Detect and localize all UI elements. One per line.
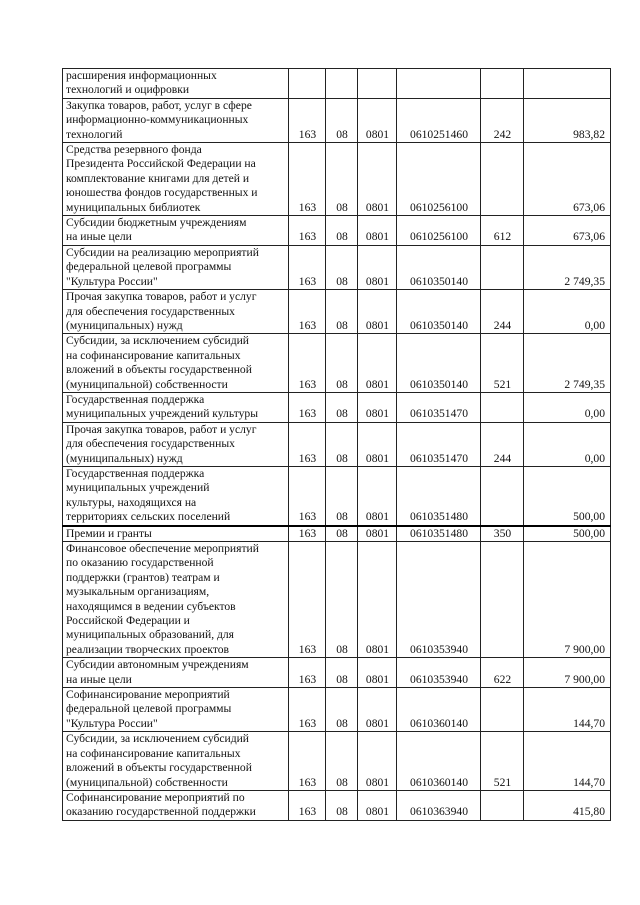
cell-target-article: 0610351470: [397, 392, 481, 422]
table-row: [63, 526, 611, 542]
cell-subsection-code: 0801: [358, 542, 397, 658]
table-row: [63, 290, 611, 334]
cell-subsection-code: 0801: [358, 688, 397, 732]
cell-section-code: 08: [326, 290, 358, 334]
cell-department-code: 163: [289, 542, 326, 658]
cell-description: Субсидии автономным учреждениям на иные цели: [63, 658, 289, 688]
cell-target-article: 0610350140: [397, 334, 481, 393]
cell-department-code: 163: [289, 98, 326, 142]
cell-target-article: 0610351480: [397, 526, 481, 542]
cell-amount: 2 749,35: [524, 334, 611, 393]
cell-subsection-code: 0801: [358, 790, 397, 820]
cell-description: Субсидии, за исключением субсидий на софинансирование капитальных вложений в объекты государственной (муниципальной) собственности: [63, 732, 289, 791]
cell-target-article: 0610360140: [397, 732, 481, 791]
cell-description: расширения информационных технологий и оцифровки: [63, 69, 289, 99]
cell-department-code: 163: [289, 526, 326, 542]
table-row: [63, 98, 611, 142]
cell-section-code: 08: [326, 98, 358, 142]
cell-section-code: 08: [326, 245, 358, 289]
cell-expense-type: 521: [481, 334, 524, 393]
cell-subsection-code: 0801: [358, 98, 397, 142]
cell-department-code: 163: [289, 216, 326, 246]
cell-description: Софинансирование мероприятий по оказанию государственной поддержки: [63, 790, 289, 820]
cell-amount: 673,06: [524, 143, 611, 216]
table-row: [63, 334, 611, 393]
cell-description: Субсидии на реализацию мероприятий федеральной целевой программы "Культура России": [63, 245, 289, 289]
cell-description: Премии и гранты: [63, 526, 289, 542]
cell-description: Финансовое обеспечение мероприятий по оказанию государственной поддержки (грантов) театрам и музыкальным организациям, находящимся в ведении субъектов Российской Федерации и муниципальных образований, для реализации творческих проектов: [63, 542, 289, 658]
cell-target-article: 0610360140: [397, 688, 481, 732]
cell-subsection-code: 0801: [358, 392, 397, 422]
table-row: [63, 466, 611, 525]
table-row: [63, 143, 611, 216]
cell-amount: 673,06: [524, 216, 611, 246]
cell-expense-type: [481, 245, 524, 289]
table-row: [63, 542, 611, 658]
cell-department-code: 163: [289, 334, 326, 393]
cell-target-article: 0610256100: [397, 143, 481, 216]
cell-expense-type: [481, 542, 524, 658]
table-row: [63, 658, 611, 688]
cell-amount: 500,00: [524, 526, 611, 542]
cell-description: Закупка товаров, работ, услуг в сфере информационно-коммуникационных технологий: [63, 98, 289, 142]
cell-expense-type: 521: [481, 732, 524, 791]
cell-expense-type: 244: [481, 422, 524, 466]
cell-section-code: 08: [326, 392, 358, 422]
cell-expense-type: [481, 392, 524, 422]
cell-department-code: 163: [289, 658, 326, 688]
cell-section-code: 08: [326, 143, 358, 216]
cell-section-code: 08: [326, 542, 358, 658]
cell-department-code: 163: [289, 392, 326, 422]
cell-amount: 983,82: [524, 98, 611, 142]
cell-target-article: 0610256100: [397, 216, 481, 246]
cell-target-article: 0610363940: [397, 790, 481, 820]
cell-subsection-code: 0801: [358, 526, 397, 542]
cell-target-article: 0610251460: [397, 98, 481, 142]
cell-section-code: 08: [326, 466, 358, 525]
cell-department-code: 163: [289, 790, 326, 820]
cell-subsection-code: 0801: [358, 422, 397, 466]
table-row: [63, 688, 611, 732]
cell-amount: 415,80: [524, 790, 611, 820]
cell-amount: 0,00: [524, 290, 611, 334]
cell-target-article: 0610350140: [397, 245, 481, 289]
cell-expense-type: 244: [481, 290, 524, 334]
cell-description: Софинансирование мероприятий федеральной целевой программы "Культура России": [63, 688, 289, 732]
cell-expense-type: 612: [481, 216, 524, 246]
cell-expense-type: [481, 69, 524, 99]
cell-subsection-code: 0801: [358, 143, 397, 216]
cell-target-article: 0610350140: [397, 290, 481, 334]
cell-amount: 7 900,00: [524, 542, 611, 658]
cell-section-code: [326, 69, 358, 99]
cell-target-article: 0610351480: [397, 466, 481, 525]
table-row: [63, 216, 611, 246]
cell-section-code: 08: [326, 688, 358, 732]
cell-description: Прочая закупка товаров, работ и услуг для обеспечения государственных (муниципальных) нужд: [63, 290, 289, 334]
budget-table: [62, 68, 611, 821]
cell-department-code: 163: [289, 466, 326, 525]
cell-description: Субсидии бюджетным учреждениям на иные цели: [63, 216, 289, 246]
cell-amount: 0,00: [524, 422, 611, 466]
cell-subsection-code: 0801: [358, 732, 397, 791]
cell-expense-type: 622: [481, 658, 524, 688]
cell-expense-type: 350: [481, 526, 524, 542]
cell-amount: 7 900,00: [524, 658, 611, 688]
cell-section-code: 08: [326, 334, 358, 393]
cell-subsection-code: 0801: [358, 334, 397, 393]
cell-amount: 500,00: [524, 466, 611, 525]
cell-amount: 2 749,35: [524, 245, 611, 289]
cell-expense-type: [481, 466, 524, 525]
cell-subsection-code: [358, 69, 397, 99]
table-row: [63, 422, 611, 466]
cell-target-article: 0610353940: [397, 542, 481, 658]
cell-amount: [524, 69, 611, 99]
cell-section-code: 08: [326, 790, 358, 820]
cell-amount: 0,00: [524, 392, 611, 422]
cell-subsection-code: 0801: [358, 658, 397, 688]
table-body: [63, 69, 611, 821]
cell-expense-type: [481, 143, 524, 216]
cell-subsection-code: 0801: [358, 290, 397, 334]
cell-expense-type: 242: [481, 98, 524, 142]
cell-section-code: 08: [326, 422, 358, 466]
cell-description: Государственная поддержка муниципальных учреждений культуры: [63, 392, 289, 422]
cell-description: Государственная поддержка муниципальных учреждений культуры, находящихся на территориях сельских поселений: [63, 466, 289, 525]
cell-section-code: 08: [326, 658, 358, 688]
cell-section-code: 08: [326, 732, 358, 791]
cell-amount: 144,70: [524, 732, 611, 791]
cell-expense-type: [481, 790, 524, 820]
cell-department-code: 163: [289, 143, 326, 216]
cell-amount: 144,70: [524, 688, 611, 732]
cell-subsection-code: 0801: [358, 216, 397, 246]
cell-department-code: 163: [289, 422, 326, 466]
cell-description: Прочая закупка товаров, работ и услуг для обеспечения государственных (муниципальных) нужд: [63, 422, 289, 466]
table-row: [63, 245, 611, 289]
table-row: [63, 392, 611, 422]
cell-target-article: 0610351470: [397, 422, 481, 466]
cell-department-code: [289, 69, 326, 99]
cell-target-article: 0610353940: [397, 658, 481, 688]
cell-subsection-code: 0801: [358, 466, 397, 525]
cell-department-code: 163: [289, 245, 326, 289]
cell-department-code: 163: [289, 732, 326, 791]
cell-department-code: 163: [289, 290, 326, 334]
cell-subsection-code: 0801: [358, 245, 397, 289]
cell-description: Субсидии, за исключением субсидий на софинансирование капитальных вложений в объекты государственной (муниципальной) собственности: [63, 334, 289, 393]
cell-section-code: 08: [326, 526, 358, 542]
cell-section-code: 08: [326, 216, 358, 246]
cell-description: Средства резервного фонда Президента Российской Федерации на комплектование книгами для детей и юношества фондов государственных и муниципальных библиотек: [63, 143, 289, 216]
cell-expense-type: [481, 688, 524, 732]
cell-target-article: [397, 69, 481, 99]
table-row: [63, 790, 611, 820]
table-row: [63, 69, 611, 99]
table-row: [63, 732, 611, 791]
cell-department-code: 163: [289, 688, 326, 732]
